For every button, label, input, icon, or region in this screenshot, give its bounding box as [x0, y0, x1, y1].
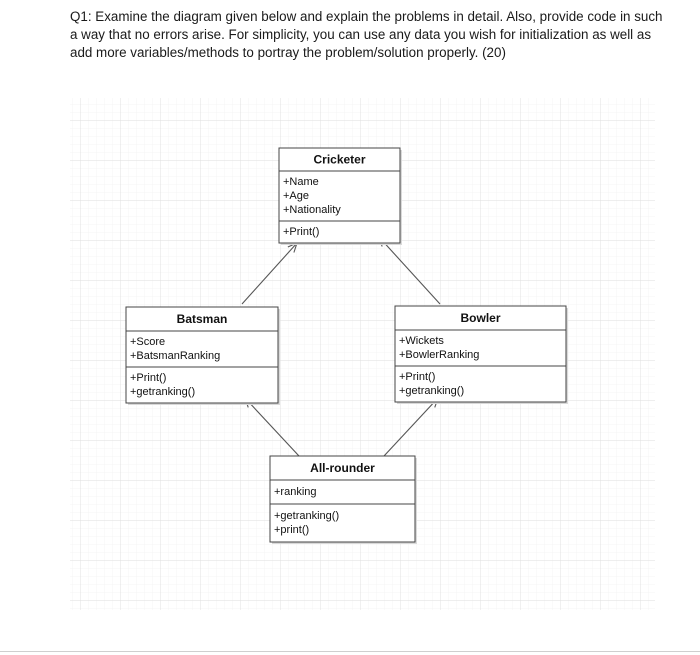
class-attribute: +ranking	[274, 486, 317, 498]
class-name: All-rounder	[310, 461, 375, 475]
class-batsman	[126, 307, 280, 405]
class-attribute: +Name	[283, 176, 319, 188]
class-method: +print()	[274, 524, 310, 536]
class-name: Bowler	[460, 311, 501, 325]
class-cricketer	[279, 148, 402, 245]
class-attribute: +Nationality	[283, 204, 341, 216]
class-name: Batsman	[176, 312, 228, 326]
class-allrounder	[270, 456, 417, 544]
class-method: +getranking()	[130, 386, 196, 398]
class-method: +Print()	[283, 226, 320, 238]
page-divider	[0, 651, 700, 652]
class-attribute: +Wickets	[399, 335, 444, 347]
class-bowler	[395, 306, 568, 404]
class-attribute: +BatsmanRanking	[130, 350, 221, 362]
question-text: Q1: Examine the diagram given below and explain the problems in detail. Also, provide code in such a way that no errors arise. For simplicity, you can use any data you wish for initialization as well as add more variables/methods to portray the problem/solution properly. (20)	[70, 9, 663, 60]
class-method: +getranking()	[274, 510, 340, 522]
class-name: Cricketer	[313, 152, 366, 167]
class-method: +Print()	[399, 371, 436, 383]
class-method: +Print()	[130, 372, 167, 384]
class-method: +getranking()	[399, 385, 465, 397]
class-attribute: +Score	[130, 336, 166, 348]
class-attribute: +Age	[283, 190, 309, 202]
class-attribute: +BowlerRanking	[399, 349, 480, 361]
